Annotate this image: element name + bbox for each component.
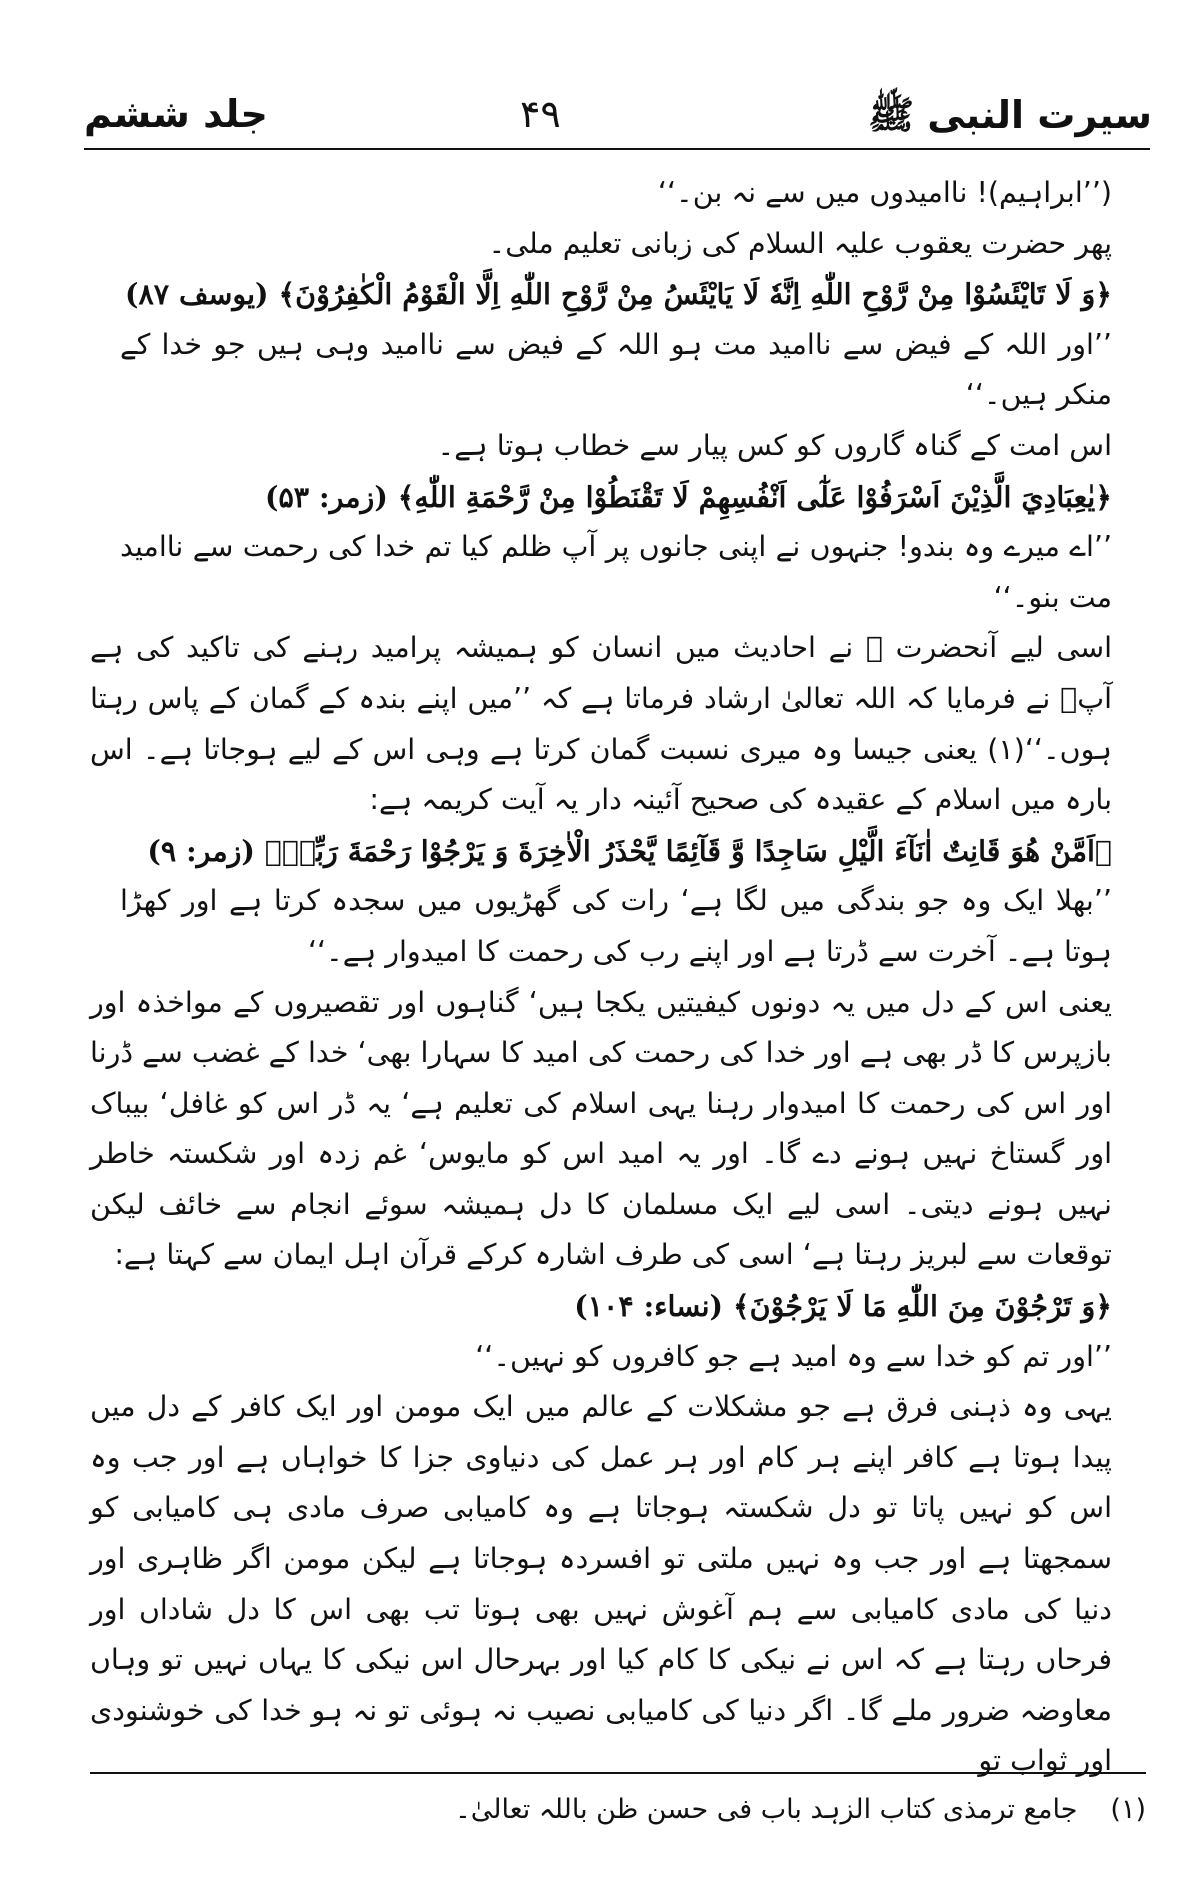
main-text (90, 168, 1146, 1787)
footnote-text: جامع ترمذی کتاب الزہد باب فی حسن ظن باللہ تعالیٰ۔ (454, 1794, 1078, 1825)
footnote (90, 1790, 1146, 1830)
quran-verse: ﴿وَ لَا تَايْئَسُوْا مِنْ رَّوْحِ اللّٰهِ اِنَّهٗ لَا يَايْئَسُ مِنْ رَّوْحِ اللّٰهِ اِلَّا الْقَوْمُ الْكٰفِرُوْنَ﴾ (یوسف ۸۷) (124, 277, 1112, 312)
translation-quote: ’’بھلا ایک وہ جو بندگی میں لگا ہے‘ رات کی گھڑیوں میں سجدہ کرتا ہے اور کھڑا ہوتا ہے۔ آخرت سے ڈرتا ہے اور اپنے رب کی رحمت کا امیدوار ہے۔‘‘ (120, 884, 1112, 968)
translation-quote: ’’اور اللہ کے فیض سے ناامید مت ہو اللہ کے فیض سے ناامید وہی ہیں جو خدا کے منکر ہیں۔‘‘ (120, 327, 1112, 412)
paragraph: یعنی اس کے دل میں یہ دونوں کیفیتیں یکجا ہیں‘ گناہوں اور تقصیروں کے مواخذہ اور بازپرس کا ڈر بھی ہے اور خدا کی رحمت کی امید کا سہارا بھی‘ خدا کے غضب سے ڈرنا اور اس کی رحمت کا امیدوار رہنا یہی اسلام کی تعلیم ہے‘ یہ ڈر اس کو غافل‘ بیباک اور گستاخ نہیں ہونے دے گا۔ اور یہ امید اس کو مایوس‘ غم زدہ اور شکستہ خاطر نہیں ہونے دیتی۔ اسی لیے ایک مسلمان کا دل ہمیشہ سوئے انجام سے خائف لیکن توقعات سے لبریز رہتا ہے‘ اسی کی طرف اشارہ کرکے قرآن اہل ایمان سے کہتا ہے: (90, 985, 1112, 1272)
quran-verse: ﴿اَمَّنْ هُوَ قَانِتٌ اٰنَآءَ الَّيْلِ سَاجِدًا وَّ قَآئِمًا يَّحْذَرُ الْاٰخِرَةَ وَ يَرْجُوْا رَحْمَةَ رَبِّهٖ﴾ (زمر: ۹) (147, 833, 1112, 868)
translation-quote: (’’ابراہیم)! ناامیدوں میں سے نہ بن۔‘‘ (657, 176, 1112, 209)
translation-quote: ’’اور تم کو خدا سے وہ امید ہے جو کافروں کو نہیں۔‘‘ (475, 1339, 1112, 1373)
paragraph: اس امت کے گناہ گاروں کو کس پیار سے خطاب ہوتا ہے۔ (437, 428, 1112, 462)
volume-label: جلد ششم (84, 92, 268, 136)
page-number: ۴۹ (520, 92, 561, 136)
translation-quote: ’’اے میرے وہ بندو! جنہوں نے اپنی جانوں پر آپ ظلم کیا تم خدا کی رحمت سے ناامید مت بنو۔‘‘ (120, 530, 1112, 614)
paragraph: پھر حضرت یعقوب علیہ السلام کی زبانی تعلیم ملی۔ (488, 226, 1112, 260)
paragraph: یہی وہ ذہنی فرق ہے جو مشکلات کے عالم میں ایک مومن اور ایک کافر کے دل میں پیدا ہوتا ہے کافر اپنے ہر کام اور ہر عمل کی دنیاوی جزا کا خواہاں ہے اور جب وہ اس کو نہیں پاتا تو دل شکستہ ہوجاتا ہے وہ کامیابی صرف مادی ہی کامیابی کو سمجھتا ہے اور جب وہ نہیں ملتی تو افسردہ ہوجاتا ہے لیکن مومن اگر ظاہری اور دنیا کی مادی کامیابی سے ہم آغوش نہیں بھی ہوتا تب بھی اس کا دل شاداں اور فرحاں رہتا ہے کہ اس نے نیکی کا کام کیا اور بہرحال اس نیکی کا یہاں نہیں تو وہاں معاوضہ ضرور ملے گا۔ اگر دنیا کی کامیابی نصیب نہ ہوئی تو نہ ہو خدا کی خوشنودی اور ثواب تو (90, 1390, 1112, 1778)
quran-verse: ﴿يٰعِبَادِيَ الَّذِيْنَ اَسْرَفُوْا عَلٰٓى اَنْفُسِهِمْ لَا تَقْنَطُوْا مِنْ رَّحْمَةِ اللّٰهِ﴾ (زمر: ۵۳) (265, 479, 1112, 514)
footnote-number: (۱) (1110, 1794, 1146, 1825)
running-title: سیرت النبی ﷺ (868, 93, 1152, 137)
quran-verse: ﴿وَ تَرْجُوْنَ مِنَ اللّٰهِ مَا لَا يَرْجُوْنَ﴾ (نساء: ۱۰۴) (574, 1289, 1112, 1324)
header-rule (84, 148, 1150, 150)
footnote-rule (90, 1772, 1146, 1774)
paragraph: اسی لیے آنحضرت ﷺ نے احادیث میں انسان کو ہمیشہ پرامید رہنے کی تاکید کی ہے آپؐ نے فرمایا کہ اللہ تعالیٰ ارشاد فرماتا ہے کہ ’’میں اپنے بندہ کے گمان کے پاس رہتا ہوں۔‘‘(۱) یعنی جیسا وہ میری نسبت گمان کرتا ہے وہی اس کے لیے ہوجاتا ہے۔ اس بارہ میں اسلام کے عقیدہ کی صحیح آئینہ دار یہ آیت کریمہ ہے: (90, 631, 1112, 817)
